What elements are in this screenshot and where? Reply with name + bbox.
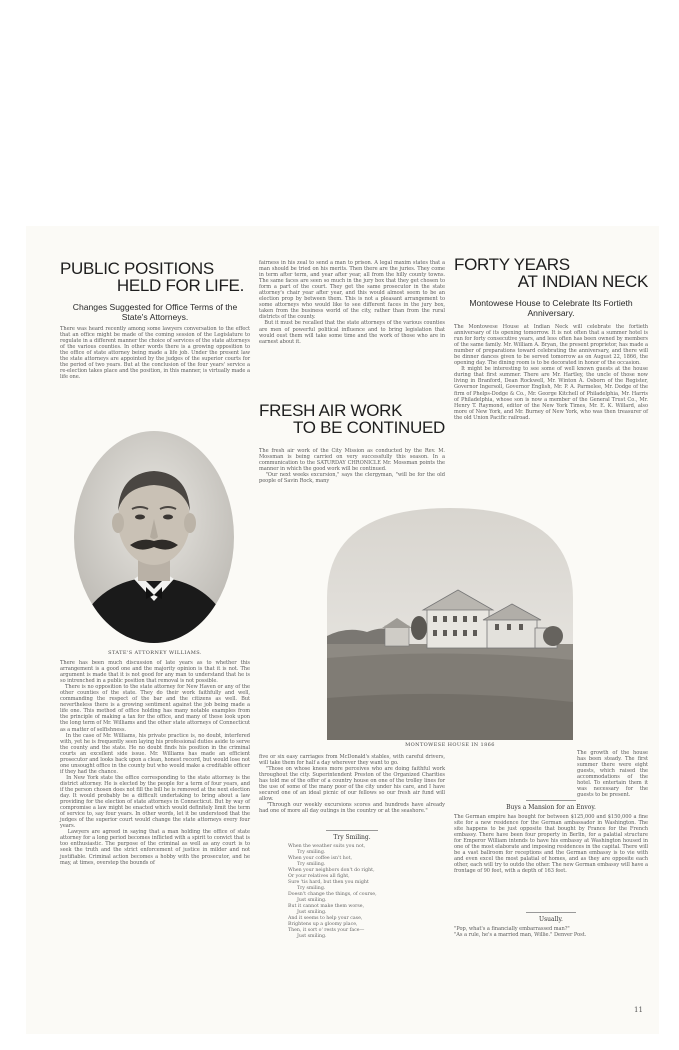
article-fresh-air-continued: five or six easy carriages from McDonald's stables, with careful drivers, will take them for half a day wherever they want to go. "Those on whose knees more perceives who are doing faithful work throughout the city. Superintendent Preston of the Organized Charities has told me of the offer of a country house on one of the trolley lines for the use of some of the many poor of the city under his care, and I have secured one of an ideal picnic of our fellows so our fresh air fund will allow. "Through our weekly excursions scores and hundreds have already had one of more all day outings in the country or at the seashore." <box>259 754 445 815</box>
subhead-forty-years: Montowese House to Celebrate Its Fortieth Anniversary. <box>469 298 633 318</box>
article-usually: "Pop, what's a financially embarrassed man?" "As a rule, he's a married man, Willie." Denver Post. <box>454 926 587 939</box>
subhead-public-positions: Changes Suggested for Office Terms of the State's Attorneys. <box>72 302 238 322</box>
article-intro-public-positions: There was heard recently among some lawyers conversation to the effect that an office might be made of the coming session of the Legislature to regulate in a different manner the choice of services of the state attorneys of the various counties. In other words there is a growing opposition to the office of state attorney being made a life job. Under the present law the state attorneys are appointed by the judges of the superior courts for the period of two years. But at the conclusion of the four years' service a re-election takes place and the position, in this manner, is virtually made a life one. <box>60 326 252 381</box>
divider <box>326 830 378 831</box>
photo-montowese-house <box>327 508 573 740</box>
headline-fresh-air-work <box>259 402 449 436</box>
article-continued-text: fairness in his zeal to send a man to prison. A legal maxim states that a man should be tried on his merits. Then there are the juries. They come in term after term, and year after year, all from the hilly county towns. The same faces are seen so much in the jury box that they get chosen to form a part of the court. They get the same prosecutor in the state attorney's chair year after year, and this would almost seem to be an election prop by between them. This is not a pleasant arrangement to some attorneys who would like to see different faces in the jury box, taken from the business world of the city, rather than from the rural districts of the county. But it must be recalled that the state attorneys of the various counties are men of powerful political influence and to bring legislation that would oust them will take some time and the work of those who are in earnest about it. <box>259 260 445 345</box>
poem-body: When the weather suits you not, Try smiling. When your coffee isn't hot, Try smiling. When your neighbors don't do right, Or your relatives all fight, Sure 'tis hard, but then you might Try smiling. Doesn't change the things, of course, Just smiling. But it cannot make them worse, Just smiling. And it seems to help your case, Brightens up a gloomy place, Then, it sort o' rests your face— Just smiling. <box>288 844 377 939</box>
headline-line-2: TO BE CONTINUED <box>293 418 445 437</box>
page-number: 11 <box>634 1006 643 1014</box>
subhead-buys-mansion: Buys a Mansion for an Envoy. <box>506 804 596 811</box>
divider <box>526 912 576 913</box>
portrait-caption: STATE'S ATTORNEY WILLIAMS. <box>108 650 202 656</box>
headline-line-1: PUBLIC POSITIONS <box>60 259 214 278</box>
headline-public-positions <box>60 260 250 294</box>
poem-title: Try Smiling. <box>333 834 371 841</box>
subhead-usually: Usually. <box>539 916 563 923</box>
headline-line-2: AT INDIAN NECK <box>517 272 648 291</box>
headline-line-1: FORTY YEARS <box>454 255 570 274</box>
headline-line-1: FRESH AIR WORK <box>259 401 403 420</box>
article-fresh-air-text: The fresh air work of the City Mission as conducted by the Rev. M. Mossman is being carried on very successfully this season. In a communication to the SATURDAY CHRONICLE Mr. Mossman points the manner in which the good work will be continued. "Our next weeks excursion," says the clergyman, "will be for the old people of Savin Rock, many <box>259 448 445 485</box>
article-body-public-positions: There has been much discussion of late years as to whether this arrangement is a good one and the majority opinion is that it is not. The argument is made that it is not good for any man to understand that he is so intrenched in a public position that removal is not possible. There is no opposition to the state attorney for New Haven or any of the other counties of the state. They do their work faithfully and well, commanding the respect of the bar and the citizens as well. But nevertheless there is a growing sentiment against the job being made a life one. This method of office holding has many notable examples from the principle of making a tax for the office, and many of these look upon the long term of Mr. Williams and the other state attorneys of Connecticut as a matter of selfishness. In the case of Mr. Williams, his private practice is, no doubt, interfered with, yet he is frequently seen laying his professional duties aside to serve the county and the state. He no doubt finds his position in the criminal courts an excellent side issue. Mr. Williams has made an efficient prosecutor and looks back upon a clean, honest record, but would lose not one unsought office in the county but who would make a creditable officer if they had the chance. In New York state the office corresponding to the state attorney is the district attorney. He is elected by the people for a term of four years, and if the person chosen does not fill the bill he is removed at the next election day. It would probably be a difficult undertaking to bring about a law providing for the election of state attorneys in Connecticut. But by way of compromise a law might be enacted which would definitely limit the term of service to, say four years. In other words, let it be understood that the judges of the superior court would change the state attorneys every four years. Lawyers are agreed in saying that a man holding the office of state attorney for a long period becomes inflicted with a spirit to convict that is too enthusiastic. The purpose of the criminal as well as any court is to seek the truth and the strict enforcement of justice in milder and not justifiable. Criminal action becomes a hobby with the prosecutor, and he may, at times, overstep the bounds of <box>60 660 250 866</box>
newspaper-page <box>26 226 659 1034</box>
headline-line-2: HELD FOR LIFE. <box>116 276 244 295</box>
portrait-state-attorney-williams <box>72 429 236 645</box>
article-buys-mansion: The German empire has bought for between $125,000 and $150,000 a fine site for a new residence for the German ambassador in Washington. The site happens to be just opposite that bought by France for the French embassy. There have been four property in Berlin, for a palatial structure for Emperor William intends to have his embassy at Washington housed in one of the most elaborate and imposing residences in the capital. There will be a vast ballroom for receptions and the German embassy is to vie with and even excel the most palatial of homes, and as they are opposite each other, each will try to outdo the other. The new German embassy will have a frontage of 90 feet, with a depth of 163 feet. <box>454 814 650 875</box>
article-forty-years-text: The Montowese House at Indian Neck will celebrate the fortieth anniversary of its opening tomorrow. It is not often that a summer hotel is run for forty consecutive years, and less often has been owned by members of the same family. Mr. William A. Bryan, the present proprietor, has made a number of preparations toward celebrating the anniversary, and there will be dinner dances given to be served tomorrow as on August 22, 1866, the opening day. The dining room is to be decorated in honor of the occasion. It might be interesting to see some of well known guests at the house during that first summer. There are Mr. Hartley, the uncle of those now living in Branford, Dean Rockwell, Mr. Winton A. Osborn of the Register, Governor Ingersoll, Governor English, Mr. P. A. Parmelee, Mr. Dodge of the firm of Phelps-Dodge & Co., Mr. George Kitchell of Philadelphia, Mr. Harris of Philadelphia, whose son is now a member of the General Trust Co., Mr. Henry T. Raymond, editor of the New York Times, Mr. E. K. Willard, also more of New York, and Mr. Burney of New York, who was then treasurer of the old Union Pacific railroad. <box>454 324 648 421</box>
photo-caption-montowese: MONTOWESE HOUSE IN 1866 <box>405 742 495 748</box>
headline-forty-years <box>454 256 648 290</box>
article-forty-years-continued: The growth of the house has been steady. The first summer there were eight guests, which raised the accommodations of the hotel. To entertain them it was necessary for the guests to be present. <box>577 750 650 799</box>
divider <box>526 800 576 801</box>
